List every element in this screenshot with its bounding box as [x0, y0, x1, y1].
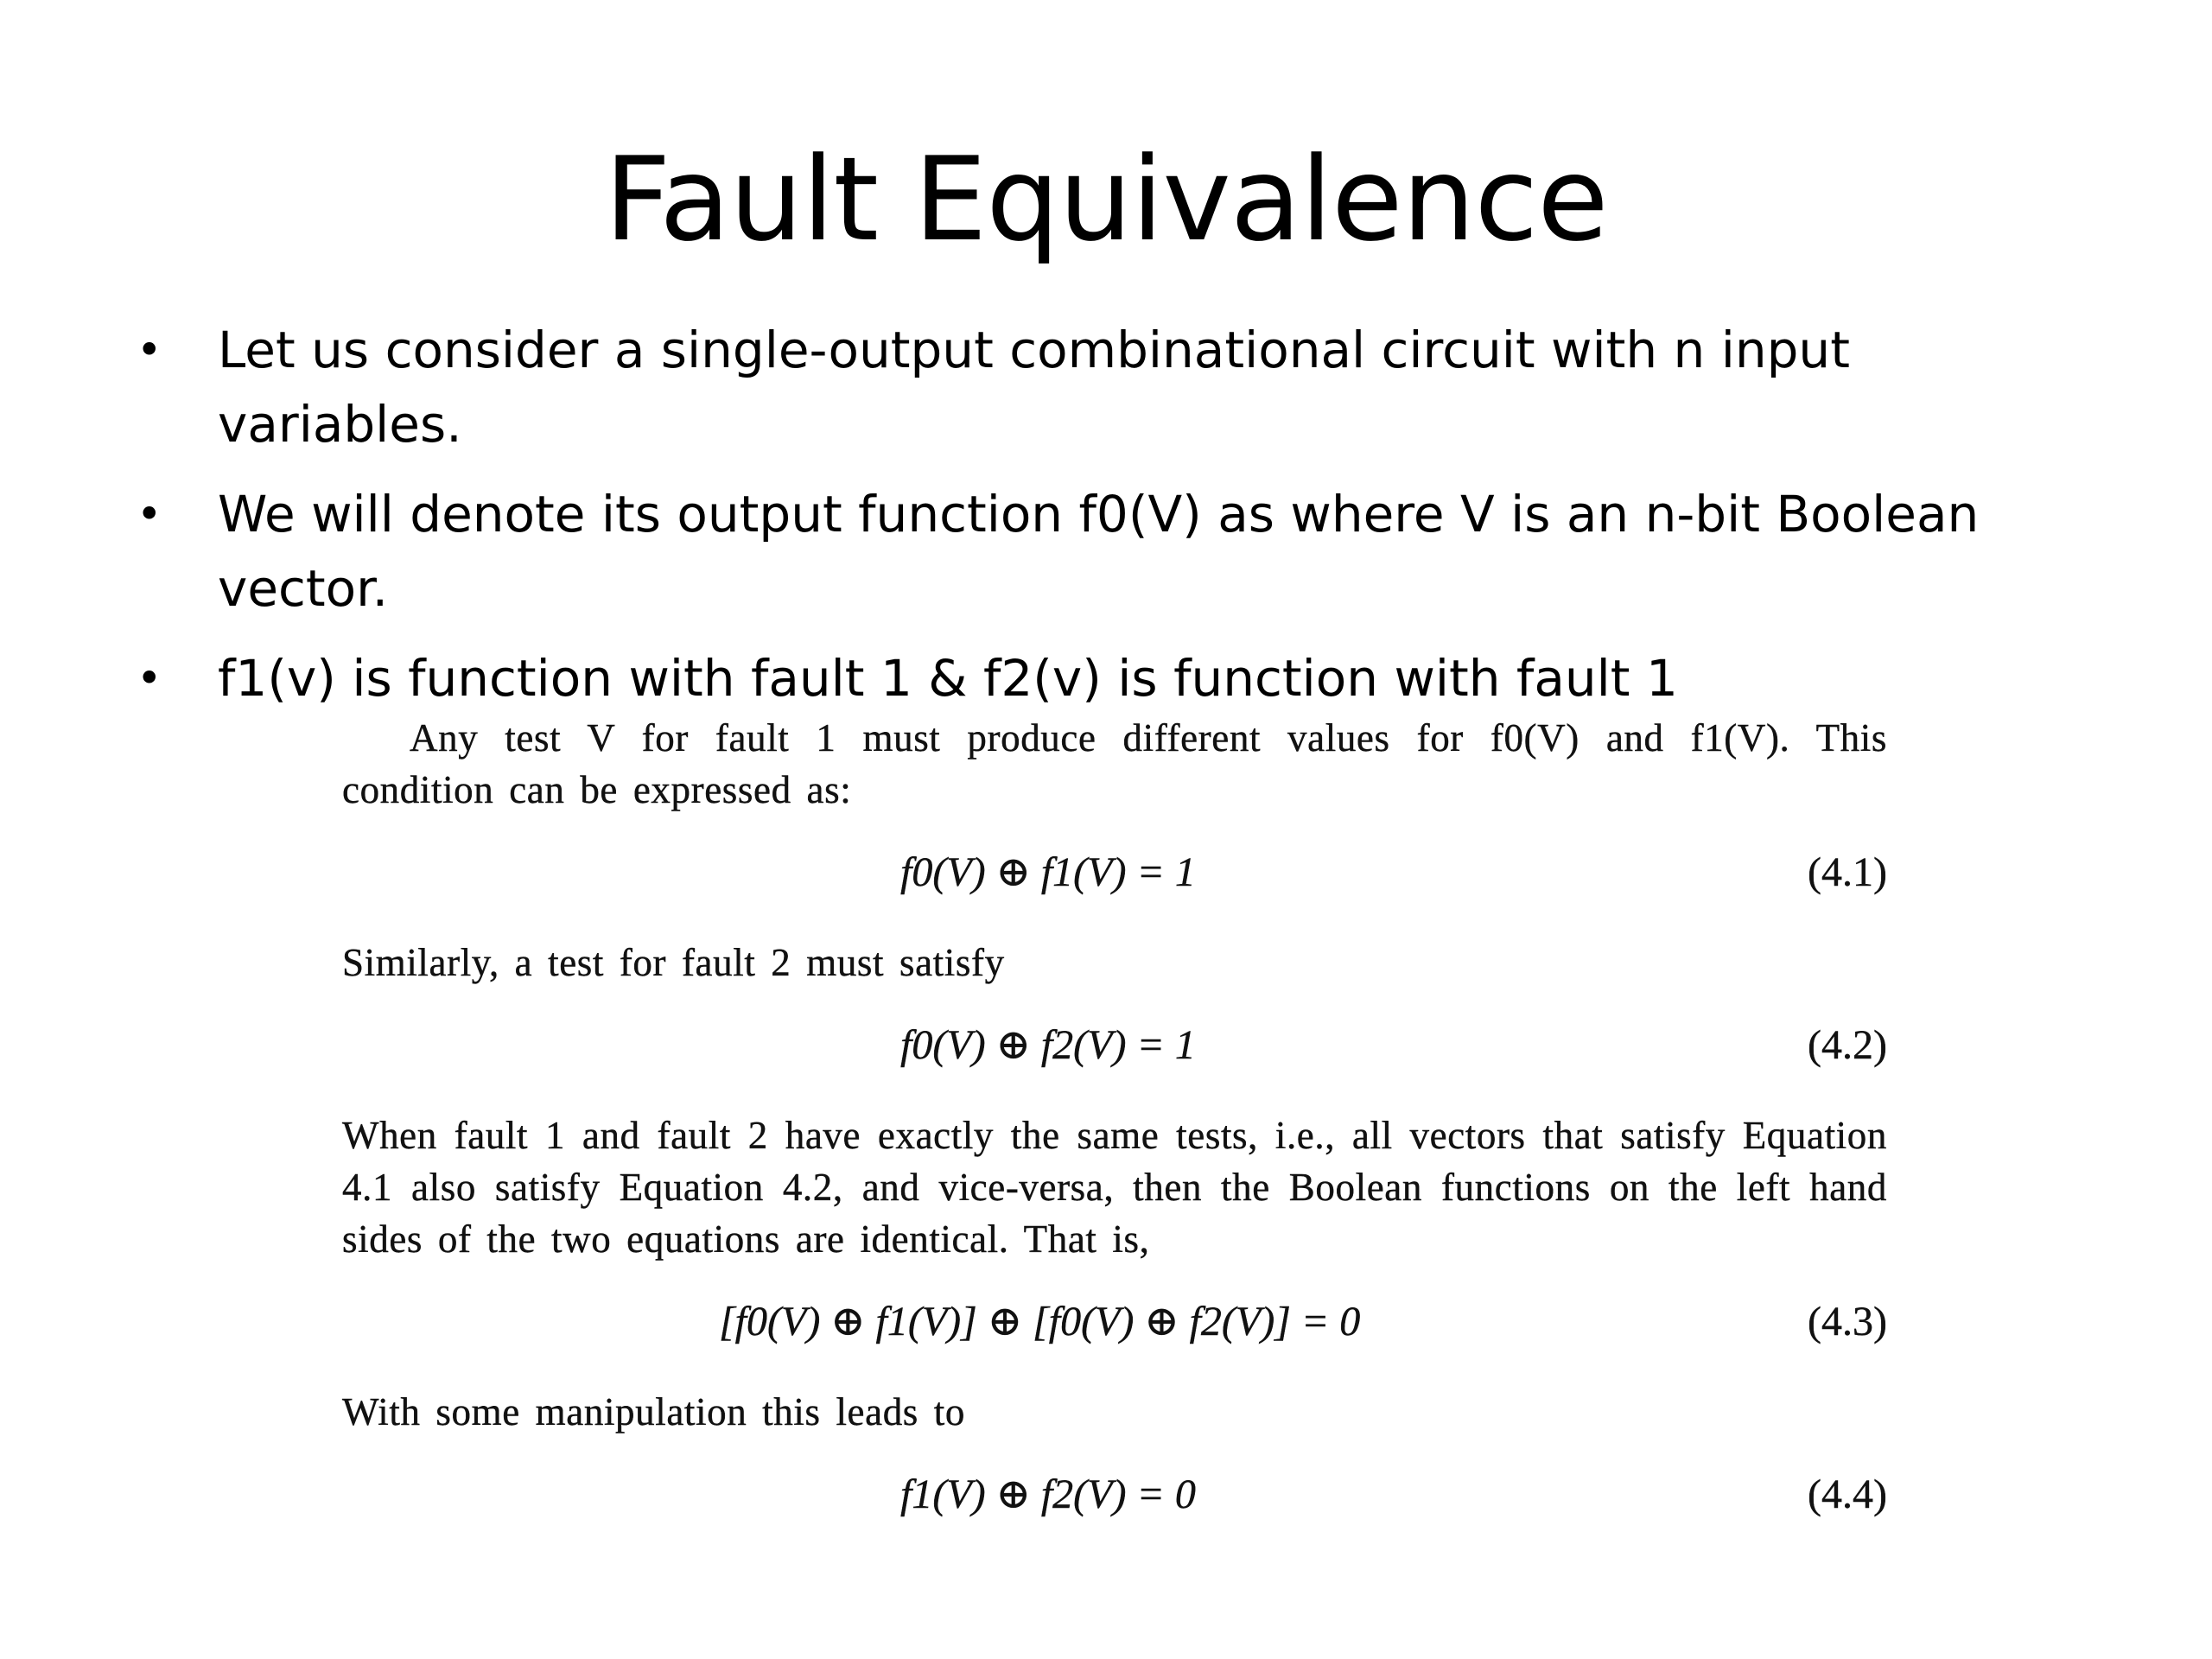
excerpt-paragraph: With some manipulation this leads to — [342, 1390, 965, 1433]
equation-expression: f1(V) ⊕ f2(V) = 0 — [900, 1471, 1196, 1517]
slide-title: Fault Equivalence — [604, 132, 1608, 267]
equation-row — [342, 1460, 1887, 1529]
bullet-dot-icon: • — [137, 325, 162, 375]
equation-expression: [f0(V) ⊕ f1(V)] ⊕ [f0(V) ⊕ f2(V)] = 0 — [719, 1299, 1361, 1344]
bullet-item — [130, 313, 2065, 461]
equation-number: (4.4) — [1808, 1471, 1887, 1517]
excerpt-paragraph: Similarly, a test for fault 2 must satisfy — [342, 941, 1005, 984]
bullet-item — [130, 477, 2065, 626]
equation-row — [342, 1011, 1887, 1080]
bullet-list — [130, 313, 2065, 731]
excerpt-paragraph: Any test V for fault 1 must produce different values for f0(V) and f1(V). This condition can be expressed as: — [342, 716, 1887, 811]
equation-expression: f0(V) ⊕ f2(V) = 1 — [900, 1022, 1196, 1068]
equation-number: (4.1) — [1808, 849, 1887, 895]
bullet-text: f1(v) is function with fault 1 & f2(v) is function with fault 1 — [218, 649, 1678, 708]
equation-row — [342, 1287, 1887, 1357]
equation-expression: f0(V) ⊕ f1(V) = 1 — [900, 849, 1196, 895]
bullet-text: Let us consider a single-output combinational circuit with n input variables. — [218, 321, 1850, 454]
excerpt-paragraph: When fault 1 and fault 2 have exactly the same tests, i.e., all vectors that satisfy Equation 4.1 also satisfy Equation 4.2, and vice-versa, then the Boolean functions on the left hand sides of the two equations are identical. That is, — [342, 1114, 1887, 1261]
equation-number: (4.3) — [1808, 1299, 1887, 1344]
equation-row — [342, 838, 1887, 907]
equation-number: (4.2) — [1808, 1022, 1887, 1068]
bullet-item — [130, 641, 2065, 715]
bullet-dot-icon: • — [137, 653, 162, 703]
bullet-dot-icon: • — [137, 489, 162, 539]
textbook-excerpt-image — [342, 712, 1887, 1559]
bullet-text: We will denote its output function f0(V) as where V is an n-bit Boolean vector. — [218, 485, 1980, 618]
